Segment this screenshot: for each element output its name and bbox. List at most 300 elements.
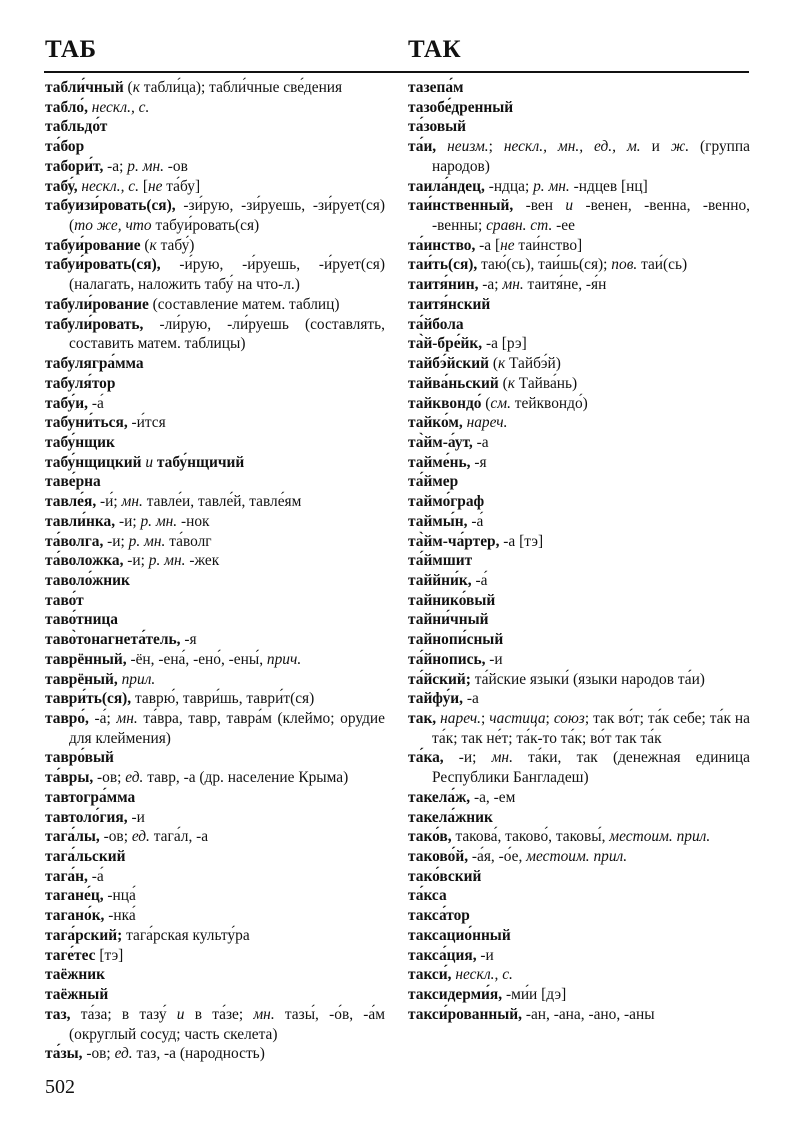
headword: таи́ть(ся), xyxy=(408,256,478,274)
dictionary-entry xyxy=(408,788,750,808)
dictionary-entry xyxy=(45,610,385,630)
dictionary-entry xyxy=(408,472,750,492)
headword: та́ка, xyxy=(408,749,444,767)
entry-text: -и xyxy=(127,808,145,826)
dictionary-entry xyxy=(45,709,385,748)
dictionary-entry xyxy=(408,374,750,394)
entry-text: -нка́ xyxy=(104,907,136,925)
dictionary-entry xyxy=(408,926,750,946)
headword: табуни́ться, xyxy=(45,414,128,432)
grammar-note: см. xyxy=(490,394,511,412)
entry-text: табу́) xyxy=(156,236,195,254)
dictionary-entry xyxy=(45,571,385,591)
headword: таврёный, xyxy=(45,670,118,688)
grammar-note: р. мн. xyxy=(128,532,166,550)
headword: таво́т xyxy=(45,591,84,609)
entry-text: -я xyxy=(470,453,487,471)
right-column xyxy=(408,78,750,1025)
entry-text: -и; xyxy=(115,512,141,530)
dictionary-entry xyxy=(408,689,750,709)
dictionary-entry xyxy=(408,492,750,512)
grammar-note: и xyxy=(565,197,574,215)
entry-text: ; так во́т; та́к себе; та́к на та́к; так не́т; та́к-то та́к; во́т так та́к xyxy=(432,710,750,747)
headword: табло́, xyxy=(45,98,88,116)
grammar-note: неизм. xyxy=(447,138,489,156)
entry-text: (составление матем. таблиц) xyxy=(148,295,340,313)
headword: табули́рование xyxy=(45,295,149,313)
entry-text: ( xyxy=(481,394,491,412)
headword: табуля́тор xyxy=(45,374,116,392)
headword: табу́нщицкий xyxy=(45,453,142,471)
dictionary-entry xyxy=(45,354,385,374)
entry-text: Тайбэ́й) xyxy=(505,355,561,373)
dictionary-entry xyxy=(408,98,750,118)
dictionary-entry xyxy=(45,196,385,235)
headword: таволо́жник xyxy=(45,571,130,589)
dictionary-entry xyxy=(408,808,750,828)
entry-text: -а [ xyxy=(475,236,501,254)
entry-text: таи́нство] xyxy=(514,236,583,254)
grammar-note: нареч. xyxy=(440,710,482,727)
dictionary-entry xyxy=(408,591,750,611)
entry-text: таю́(сь), таи́шь(ся); xyxy=(477,256,612,274)
grammar-note: мн. xyxy=(491,749,513,767)
entry-text: табуи́ровать(ся) xyxy=(151,217,260,235)
dictionary-entry xyxy=(408,334,750,354)
headword: такса́ция, xyxy=(408,946,477,964)
headword: тайнико́вый xyxy=(408,591,496,609)
dictionary-entry xyxy=(408,650,750,670)
dictionary-entry xyxy=(45,808,385,828)
headword: та́и, xyxy=(408,138,437,156)
entry-text: та́бу] xyxy=(162,177,201,195)
dictionary-entry xyxy=(408,295,750,315)
entry-text: -и́рую, -и́руешь, -и́рует(ся) (налагать, наложить табу́ на что-л.) xyxy=(69,256,385,294)
entry-text: Тайва́нь) xyxy=(514,374,578,392)
entry-text: -ов xyxy=(163,157,188,175)
entry-text: -ан, -ана, -ано, -аны xyxy=(521,1005,655,1023)
dictionary-entry xyxy=(45,532,385,552)
headword: табу́нщик xyxy=(45,433,115,451)
headword: тазепа́м xyxy=(408,79,464,96)
headword: тако́в, xyxy=(408,828,452,846)
entry-text: тавр, -а (др. население Крыма) xyxy=(143,769,349,787)
grammar-note: прил. xyxy=(121,670,156,688)
dictionary-entry xyxy=(408,709,750,748)
entry-text: ; xyxy=(488,138,504,156)
entry-text: -жек xyxy=(185,552,220,570)
grammar-note: мн. xyxy=(121,493,143,511)
entry-text: -и́тся xyxy=(127,414,166,432)
headword: та́вры, xyxy=(45,769,94,787)
headword: таймы́н, xyxy=(408,512,468,530)
dictionary-entry xyxy=(45,630,385,650)
dictionary-entry xyxy=(45,374,385,394)
dictionary-entry xyxy=(45,551,385,571)
headword: такела́жник xyxy=(408,808,493,826)
grammar-note: р. мн. xyxy=(127,157,164,175)
dictionary-entry xyxy=(408,965,750,985)
headword: тайни́чный xyxy=(408,611,489,629)
entry-text: [ xyxy=(138,177,148,195)
headword: та́йский; xyxy=(408,670,471,688)
grammar-note: местоим. прил. xyxy=(526,848,628,866)
dictionary-entry xyxy=(45,906,385,926)
entry-text: ( xyxy=(123,79,133,96)
grammar-note: мн. xyxy=(116,710,138,727)
entry-text: -а́; xyxy=(88,710,117,727)
headword: таила́ндец, xyxy=(408,177,485,195)
headword: таитя́нин, xyxy=(408,276,479,294)
dictionary-entry xyxy=(408,236,750,256)
dictionary-entry xyxy=(45,117,385,137)
dictionary-entry xyxy=(408,630,750,650)
grammar-note: сравн. ст. xyxy=(486,217,553,235)
grammar-note: нареч. xyxy=(466,414,508,432)
entry-text: такова́, таково́, таковы́, xyxy=(451,828,610,846)
dictionary-entry xyxy=(408,867,750,887)
dictionary-entry xyxy=(408,433,750,453)
dictionary-entry xyxy=(45,965,385,985)
dictionary-entry xyxy=(45,512,385,532)
dictionary-entry xyxy=(408,571,750,591)
dictionary-entry xyxy=(408,748,750,787)
headword: тага́льский xyxy=(45,848,126,866)
entry-text: -а́ xyxy=(87,867,104,885)
headword: та́йбола xyxy=(408,315,464,333)
entry-text: -а xyxy=(472,433,489,451)
dictionary-entry xyxy=(45,78,385,98)
grammar-note: не xyxy=(500,236,515,254)
entry-text: -ндца; xyxy=(484,177,534,195)
entry-text: табли́ца); табли́чные све́дения xyxy=(139,79,343,96)
entry-text: -ми́и [дэ] xyxy=(502,986,567,1004)
headword: тазобе́дренный xyxy=(408,98,514,116)
grammar-note: ж. xyxy=(670,138,690,156)
headword: тага́рский; xyxy=(45,926,123,944)
entry-text: тазы́, -о́в, -а́м (округлый сосуд; часть скелета) xyxy=(69,1005,385,1043)
dictionary-entry xyxy=(45,453,385,473)
headword: таково́й, xyxy=(408,848,469,866)
grammar-note: к xyxy=(149,236,157,254)
headword: таврённый, xyxy=(45,650,127,668)
headword: тако́вский xyxy=(408,867,482,885)
entry-text: ; xyxy=(545,710,554,727)
grammar-note: к xyxy=(132,79,140,96)
entry-text: -нок xyxy=(177,512,210,530)
headword: тайфу́и, xyxy=(408,690,463,708)
dictionary-entry xyxy=(45,1044,385,1064)
headword: таз, xyxy=(45,1005,71,1023)
headword: та́инство, xyxy=(408,236,476,254)
headword: та̀й-бре́йк, xyxy=(408,335,483,353)
entry-text: -ндцев [нц] xyxy=(569,177,648,195)
grammar-note: мн. xyxy=(253,1005,275,1023)
dictionary-entry xyxy=(408,354,750,374)
headword: тайбэ́йский xyxy=(408,355,489,373)
headword: таво́тница xyxy=(45,611,119,629)
headword: таёжный xyxy=(45,986,109,1004)
headword: тавтоло́гия, xyxy=(45,808,128,826)
grammar-note: к xyxy=(497,355,506,373)
dictionary-entry xyxy=(45,788,385,808)
dictionary-entry xyxy=(45,177,385,197)
dictionary-entry xyxy=(408,886,750,906)
entry-text: (группа народов) xyxy=(432,138,750,175)
headword: таи́нственный, xyxy=(408,197,514,215)
dictionary-entry xyxy=(45,315,385,354)
dictionary-entry xyxy=(408,827,750,847)
grammar-note: местоим. прил. xyxy=(609,828,711,846)
headword: тайва́ньский xyxy=(408,374,499,392)
entry-text: таз, -а (народность) xyxy=(132,1045,265,1063)
headword: таймо́граф xyxy=(408,493,485,511)
entry-text: -а [рэ] xyxy=(482,335,527,353)
headword: та́ймер xyxy=(408,473,459,491)
dictionary-entry xyxy=(408,985,750,1005)
headword: табуизи́ровать(ся), xyxy=(45,197,176,215)
entry-text: ( xyxy=(488,355,498,373)
headword: таёжник xyxy=(45,966,106,984)
entry-text: -зи́рую, -зи́руешь, -зи́рует(ся) ( xyxy=(69,197,385,235)
headword: такси́рованный, xyxy=(408,1005,522,1023)
entry-text: -и; xyxy=(123,552,149,570)
entry-text: -и; xyxy=(443,749,492,767)
entry-text: [тэ] xyxy=(95,946,124,964)
dictionary-entry xyxy=(45,946,385,966)
headword: табльдо́т xyxy=(45,118,108,136)
entry-text: тейквондо́) xyxy=(510,394,588,412)
dictionary-entry xyxy=(45,255,385,294)
entry-text: -и; xyxy=(103,532,129,550)
dictionary-entry xyxy=(45,670,385,690)
entry-text: -нца́ xyxy=(103,887,136,905)
grammar-note: р. мн. xyxy=(148,552,186,570)
headword: тагано́к, xyxy=(45,907,105,925)
headword: тайнопи́сный xyxy=(408,631,504,649)
dictionary-entry xyxy=(45,433,385,453)
grammar-note: ед. xyxy=(125,769,144,787)
dictionary-entry xyxy=(45,886,385,906)
dictionary-entry xyxy=(408,670,750,690)
headword: тавтогра́мма xyxy=(45,788,136,806)
headword: табуи́рование xyxy=(45,236,141,254)
headword: такси́, xyxy=(408,966,452,984)
entry-text: -а xyxy=(463,690,479,708)
entry-text: -а́я, -о́е, xyxy=(468,848,527,866)
dictionary-entry xyxy=(45,867,385,887)
dictionary-entry xyxy=(45,1005,385,1044)
entry-text: -ее xyxy=(552,217,575,235)
grammar-note: р. мн. xyxy=(533,177,570,195)
headword: тага́н, xyxy=(45,867,88,885)
entry-text: и xyxy=(640,138,671,156)
headword: такса́тор xyxy=(408,907,470,925)
dictionary-entry xyxy=(408,177,750,197)
headword: таво̀тонагнета́тель, xyxy=(45,631,181,649)
headword: та́зовый xyxy=(408,118,467,136)
headword: таври́ть(ся), xyxy=(45,690,132,708)
grammar-note: прич. xyxy=(266,650,302,668)
dictionary-entry xyxy=(45,98,385,118)
headword: та́бор xyxy=(45,138,85,156)
dictionary-entry xyxy=(408,137,750,176)
grammar-note: частица xyxy=(489,710,546,727)
entry-text: та́ки, так (денежная единица Республики Бангладеш) xyxy=(432,749,750,787)
entry-text: -ов; xyxy=(93,769,126,787)
headword: таве́рна xyxy=(45,473,101,491)
dictionary-entry xyxy=(45,689,385,709)
entry-text: тавле́и, тавле́й, тавле́ям xyxy=(142,493,302,511)
headword: тайквондо́ xyxy=(408,394,482,412)
headword: та́зы, xyxy=(45,1045,83,1063)
headword: та̀йм-ча́ртер, xyxy=(408,532,500,550)
header-rule xyxy=(44,71,749,73)
dictionary-entry xyxy=(45,394,385,414)
entry-text: -и́; xyxy=(96,493,122,511)
dictionary-entry xyxy=(45,492,385,512)
dictionary-entry xyxy=(408,847,750,867)
dictionary-entry xyxy=(408,610,750,630)
dictionary-entry xyxy=(45,295,385,315)
headword: тавро́вый xyxy=(45,749,114,767)
dictionary-entry xyxy=(45,413,385,433)
entry-text: тага́рская культу́ра xyxy=(122,926,250,944)
dictionary-entry xyxy=(45,985,385,1005)
running-head-left: ТАБ xyxy=(45,36,97,63)
dictionary-entry xyxy=(45,768,385,788)
dictionary-entry xyxy=(45,827,385,847)
entry-text: -а, -ем xyxy=(470,788,516,806)
entry-text: ( xyxy=(498,374,508,392)
dictionary-entry xyxy=(408,255,750,275)
grammar-note: нескл., с. xyxy=(81,177,139,195)
grammar-note: ед. xyxy=(114,1045,133,1063)
entry-text: та́вра, тавр, тавра́м (клеймо; орудие для клеймения) xyxy=(69,710,385,747)
headword: таксацио́нный xyxy=(408,926,511,944)
headword: табу́, xyxy=(45,177,78,195)
headword: та̀йм-а́ут, xyxy=(408,433,473,451)
entry-text: тага́л, -а xyxy=(149,828,209,846)
dictionary-entry xyxy=(408,413,750,433)
headword: таййни́к, xyxy=(408,571,472,589)
entry-text: -и xyxy=(485,650,503,668)
entry-text: -ов; xyxy=(82,1045,115,1063)
dictionary-entry xyxy=(408,906,750,926)
dictionary-entry xyxy=(408,394,750,414)
dictionary-entry xyxy=(408,315,750,335)
entry-text: таврю́, таври́шь, таври́т(ся) xyxy=(131,690,315,708)
entry-text: -ён, -ена́, -ено́, -ены́, xyxy=(126,650,267,668)
headword: та́воложка, xyxy=(45,552,124,570)
dictionary-entry xyxy=(45,236,385,256)
dictionary-entry xyxy=(45,591,385,611)
entry-text: та́за; в тазу́ xyxy=(70,1005,177,1023)
headword: та́ймшит xyxy=(408,552,473,570)
grammar-note: пов. xyxy=(611,256,638,274)
entry-text: -а́ xyxy=(471,571,488,589)
dictionary-entry xyxy=(408,551,750,571)
headword: тавро́, xyxy=(45,710,89,727)
grammar-note: нескл., мн., ед., м. xyxy=(503,138,641,156)
entry-text: -венен, -венна, -венно, -венны; xyxy=(432,197,750,235)
grammar-note: то же, что xyxy=(74,217,152,235)
entry-text: та́йские языки́ (языки народов та́и) xyxy=(470,670,705,688)
grammar-note: и xyxy=(145,453,154,471)
dictionary-entry xyxy=(408,1005,750,1025)
dictionary-entry xyxy=(408,946,750,966)
dictionary-entry xyxy=(45,926,385,946)
headword: тайме́нь, xyxy=(408,453,471,471)
dictionary-entry xyxy=(45,472,385,492)
grammar-note: союз xyxy=(553,710,585,727)
entry-text: та́волг xyxy=(165,532,212,550)
left-column xyxy=(45,78,385,1064)
headword: табуи́ровать(ся), xyxy=(45,256,161,274)
entry-text: -а́ xyxy=(467,512,484,530)
entry-text: -а́ xyxy=(87,394,104,412)
headword: тайко́м, xyxy=(408,414,463,432)
dictionary-entry xyxy=(408,196,750,235)
headword: так, xyxy=(408,710,437,727)
dictionary-entry xyxy=(408,532,750,552)
dictionary-entry xyxy=(45,650,385,670)
headword: тагане́ц, xyxy=(45,887,104,905)
grammar-note: ед. xyxy=(131,828,150,846)
grammar-note: р. мн. xyxy=(140,512,178,530)
headword: та́йнопись, xyxy=(408,650,486,668)
headword: таитя́нский xyxy=(408,295,491,313)
running-head-right: ТАК xyxy=(408,36,462,63)
headword: тавле́я, xyxy=(45,493,97,511)
entry-text: -вен xyxy=(513,197,566,215)
entry-text: -ов; xyxy=(99,828,132,846)
entry-text: -а [тэ] xyxy=(499,532,544,550)
dictionary-entry xyxy=(45,847,385,867)
entry-text: ; xyxy=(481,710,490,727)
entry-text: таитя́не, -я́н xyxy=(523,276,607,294)
grammar-note: не xyxy=(147,177,163,195)
headword: тавли́нка, xyxy=(45,512,116,530)
entry-text: -я xyxy=(180,631,197,649)
dictionary-entry xyxy=(45,748,385,768)
grammar-note: к xyxy=(507,374,515,392)
entry-text: -а; xyxy=(103,157,128,175)
dictionary-entry xyxy=(408,78,750,98)
dictionary-entry xyxy=(408,275,750,295)
headword: табу́и, xyxy=(45,394,88,412)
dictionary-entry xyxy=(45,137,385,157)
headword: та́кса xyxy=(408,887,447,905)
headword: табу́нщичий xyxy=(156,453,245,471)
headword: такела́ж, xyxy=(408,788,471,806)
headword: табли́чный xyxy=(45,79,124,96)
entry-text xyxy=(436,138,447,155)
dictionary-entry xyxy=(45,157,385,177)
entry-text: -и xyxy=(476,946,494,964)
grammar-note: мн. xyxy=(502,276,524,294)
headword: та́волга, xyxy=(45,532,104,550)
entry-text: в та́зе; xyxy=(184,1005,254,1023)
page-number: 502 xyxy=(45,1076,75,1098)
entry-text: таи́(сь) xyxy=(637,256,688,274)
dictionary-entry xyxy=(408,117,750,137)
grammar-note: и xyxy=(176,1005,185,1023)
entry-text: -ли́рую, -ли́руешь (составлять, составить матем. таблицы) xyxy=(69,315,385,353)
grammar-note: нескл., с. xyxy=(455,966,513,984)
entry-text: ( xyxy=(140,236,150,254)
headword: тага́лы, xyxy=(45,828,100,846)
